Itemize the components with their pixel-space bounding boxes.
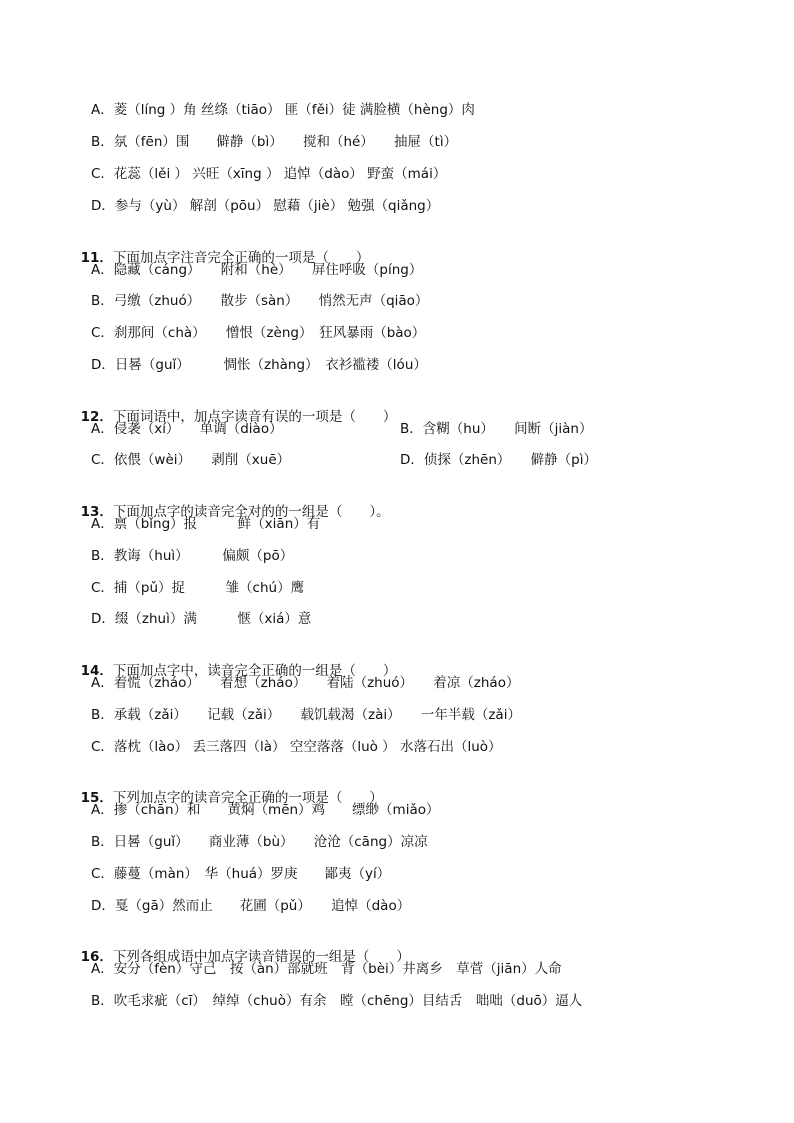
q14-option-b: B．承载（zǎi） 记载（zǎi） 载饥载渴（zài） 一年半载（zǎi）: [91, 707, 521, 723]
q14-number: 14．: [80, 663, 113, 679]
q11-number: 11．: [80, 250, 113, 266]
q15-number: 15．: [80, 790, 113, 806]
q11-option-c: C．刹那间（chà） 憎恨（zèng） 狂风暴雨（bào）: [91, 325, 426, 341]
q10-option-d: D．参与（yù） 解剖（pōu） 慰藉（jiè） 勉强（qiǎng）: [91, 198, 440, 214]
q16-number: 16．: [80, 949, 113, 965]
q16-option-b: B．吹毛求疵（cī） 绰绰（chuò）有余 瞠（chēng）目结舌 咄咄（duō）逼人: [91, 993, 583, 1009]
q11-option-d: D．日晷（guǐ） 惆怅（zhàng） 衣衫褴褛（lóu）: [91, 357, 427, 373]
q15-option-c: C．藤蔓（màn） 华（huá）罗庚 鄙夷（yí）: [91, 866, 391, 882]
q13-option-a: A．禀（bǐng）报 鲜（xiān）有: [91, 516, 321, 532]
q10-option-a: A．菱（líng ）角 丝绦（tiāo） 匪（fěi）徒 满脸横（hèng）肉: [91, 102, 475, 118]
q11-option-b: B．弓缴（zhuó） 散步（sàn） 悄然无声（qiāo）: [91, 293, 429, 309]
q15-option-b: B．日晷（guǐ） 商业薄（bù） 沧沧（cāng）凉凉: [91, 834, 428, 850]
q13-stem: 下面加点字的读音完全对的的一组是（ ）。: [112, 504, 390, 520]
q15-stem: 下列加点字的读音完全正确的一项是（ ）: [112, 790, 383, 806]
q10-option-c: C．花蕊（lěi ） 兴旺（xīng ） 追悼（dào） 野蛮（mái）: [91, 166, 447, 182]
q12-option-c: C．依偎（wèi） 剥削（xuē）: [91, 452, 291, 468]
q13-option-b: B．教诲（huì） 偏颇（pō）: [91, 548, 294, 564]
q13-option-c: C．捕（pǔ）捉 雏（chú）鹰: [91, 580, 305, 596]
q12-stem-line: [72, 387, 397, 425]
q12-option-b: B．含糊（hu） 间断（jiàn）: [400, 421, 593, 437]
q14-option-c: C．落枕（lào） 丢三落四（là） 空空落落（luò ） 水落石出（luò）: [91, 739, 502, 755]
q14-stem: 下面加点字中，读音完全正确的一组是（ ）: [112, 663, 397, 679]
q15-option-a: A．掺（chān）和 黄焖（mēn）鸡 缥缈（miǎo）: [91, 802, 440, 818]
q14-stem-line: [72, 641, 397, 679]
q12-option-d: D．侦探（zhēn） 僻静（pì）: [400, 452, 597, 468]
q11-option-a: A．隐藏（cáng） 附和（hè） 屏住呼吸（píng）: [91, 262, 423, 278]
q14-option-a: A．着慌（zháo） 着想（zháo） 着陆（zhuó） 着凉（zháo）: [91, 675, 520, 691]
q11-stem: 下面加点字注音完全正确的一项是（ ）: [112, 250, 370, 266]
q13-option-d: D．缀（zhuì）满 惬（xiá）意: [91, 611, 312, 627]
q16-stem-line: [72, 927, 410, 965]
q13-number: 13．: [80, 504, 113, 520]
q12-option-a: A．侵袭（xí） 单调（diào）: [91, 421, 283, 437]
q16-stem: 下列各组成语中加点字读音错误的一组是（ ）: [112, 949, 410, 965]
q16-option-a: A．安分（fèn）守己 按（àn）部就班 背（bèi）井离乡 草菅（jiān）人命: [91, 961, 562, 977]
q12-stem: 下面词语中，加点字读音有误的一项是（ ）: [112, 409, 397, 425]
q12-number: 12．: [80, 409, 113, 425]
q13-stem-line: [72, 482, 390, 520]
q15-option-d: D．戛（gā）然而止 花圃（pǔ） 追悼（dào）: [91, 898, 411, 914]
q15-stem-line: [72, 768, 383, 806]
q10-option-b: B．氛（fēn）围 僻静（bì） 搅和（hé） 抽屉（tì）: [91, 134, 458, 150]
q11-stem-line: [72, 228, 370, 266]
